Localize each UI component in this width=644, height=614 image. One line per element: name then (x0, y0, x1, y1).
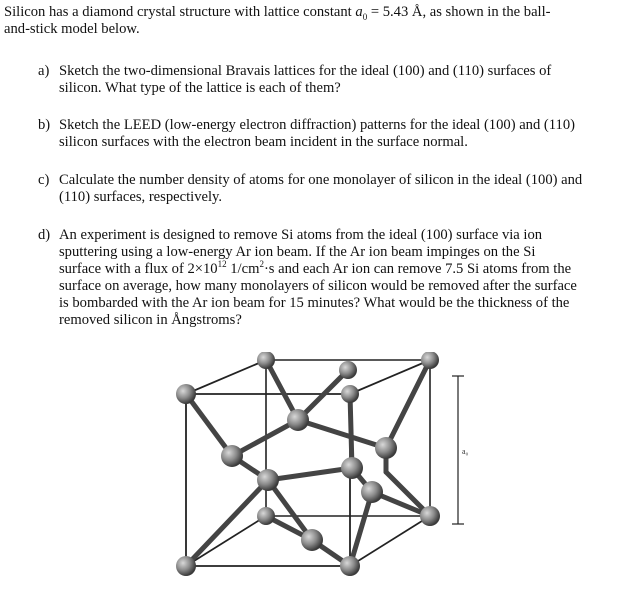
atom (287, 409, 309, 431)
question-b-label: b) (38, 117, 51, 133)
question-d (38, 227, 634, 329)
atom (361, 481, 383, 503)
atom (176, 384, 196, 404)
question-d-line6: removed silicon in Ångstroms? (59, 312, 242, 328)
atom (257, 352, 275, 369)
lattice-constant-label: a₀ (462, 447, 469, 456)
ball-and-stick-model (150, 352, 490, 612)
atom (257, 469, 279, 491)
atom (375, 437, 397, 459)
atoms (176, 352, 440, 576)
question-c-line1: Calculate the number density of atoms for one monolayer of silicon in the ideal (100) and (59, 172, 583, 188)
question-c-label: c) (38, 172, 50, 188)
question-d-label: d) (38, 227, 51, 243)
intro-line2: and-stick model below. (4, 21, 140, 37)
atom (341, 385, 359, 403)
question-c (38, 172, 634, 206)
a0-subscript: 0 (362, 11, 368, 22)
atom (176, 556, 196, 576)
atom (421, 352, 439, 369)
atom (340, 556, 360, 576)
intro-line1-pre: Silicon has a diamond crystal structure with lattice constant (4, 4, 356, 20)
atom (339, 361, 357, 379)
question-a-line2: silicon. What type of the lattice is each of them? (59, 80, 341, 96)
question-b (38, 117, 634, 151)
problem-intro (4, 4, 634, 38)
atom (257, 507, 275, 525)
question-d-line1: An experiment is designed to remove Si atoms from the ideal (100) surface via ion (59, 227, 543, 243)
atom (221, 445, 243, 467)
question-d-line3-pre: surface with a flux of 2×10 (59, 261, 218, 277)
atom (420, 506, 440, 526)
question-d-line3-mid: 1/cm (226, 261, 260, 277)
diamond-lattice-figure (150, 352, 490, 612)
question-c-line2: (110) surfaces, respectively. (59, 189, 223, 205)
flux-exponent: 12 (217, 259, 227, 270)
question-a (38, 63, 634, 97)
question-d-line2: sputtering using a low-energy Ar ion beam. If the Ar ion beam impinges on the Si (59, 244, 536, 260)
intro-line1-post: = 5.43 Å, as shown in the ball- (367, 4, 551, 20)
question-a-label: a) (38, 63, 50, 79)
atom (301, 529, 323, 551)
a0-symbol: a (355, 4, 363, 20)
question-b-line2: silicon surfaces with the electron beam incident in the surface normal. (59, 134, 468, 150)
question-d-line3-post: ·s and each Ar ion can remove 7.5 Si atoms from the (263, 261, 572, 277)
question-d-line4: surface on average, how many monolayers of silicon would be removed after the surface (59, 278, 577, 294)
question-d-line5: is bombarded with the Ar ion beam for 15 minutes? What would be the thickness of the (59, 295, 570, 311)
question-b-line1: Sketch the LEED (low-energy electron diffraction) patterns for the ideal (100) and (110) (59, 117, 575, 133)
area-exponent: 2 (259, 259, 264, 270)
atom (341, 457, 363, 479)
question-a-line1: Sketch the two-dimensional Bravais lattices for the ideal (100) and (110) surfaces of (59, 63, 552, 79)
